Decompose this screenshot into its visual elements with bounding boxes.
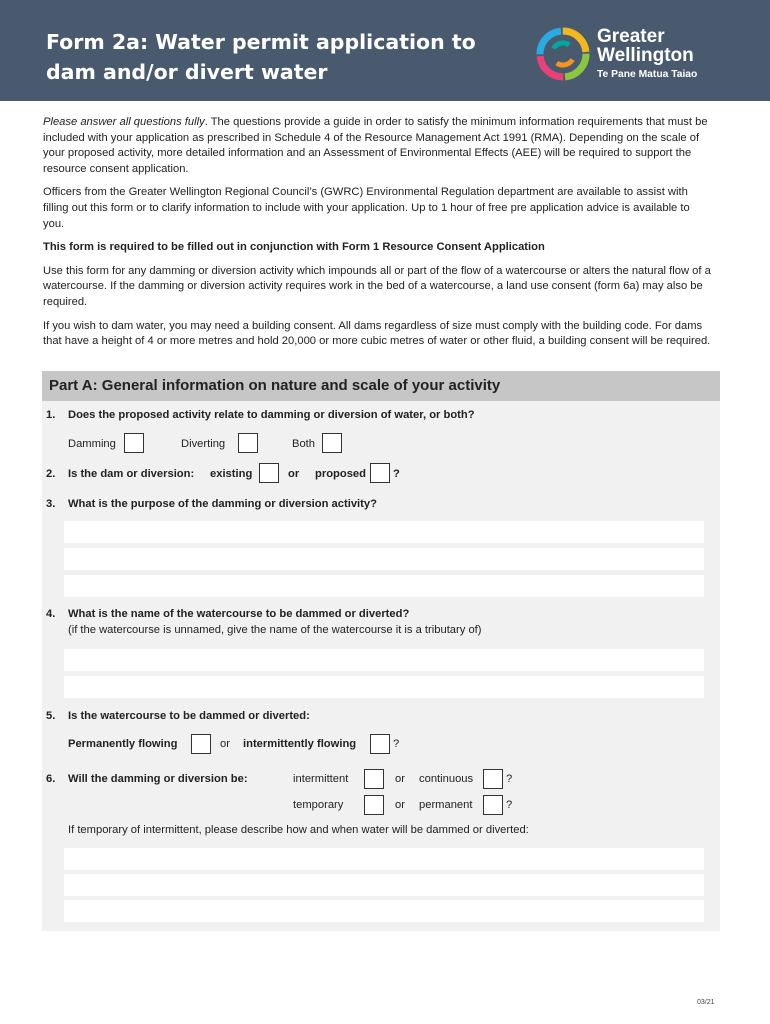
q1-damming-label: Damming: [68, 438, 116, 450]
form-title: [46, 27, 506, 87]
q5-permanent-label: Permanently flowing: [68, 738, 178, 750]
q1-damming-checkbox[interactable]: [124, 433, 144, 453]
q3-answer-line-2[interactable]: [64, 548, 704, 570]
intro-requirement-note: This form is required to be filled out in conjunction with Form 1 Resource Consent Application: [43, 241, 545, 254]
intro-paragraph-5: If you wish to dam water, you may need a building consent. All dams regardless of size must comply with the building code. For dams that have a height of 4 or more metres and hold 20,000 or more cubic metres of water or other fluid, a building consent will be required.: [43, 319, 711, 348]
logo-name: [597, 27, 694, 65]
q4-answer-line-1[interactable]: [64, 649, 704, 671]
logo-name-line-1: Greater: [597, 26, 665, 47]
intro-paragraph-4: Use this form for any damming or diversion activity which impounds all or part of the flow of a watercourse or alters the natural flow of a watercourse. If the damming or diversion activity requires work in the bed of a watercourse, a land use consent (form 6a) may also be required.: [43, 264, 711, 308]
intro-paragraph-2: Officers from the Greater Wellington Regional Council’s (GWRC) Environmental Regulation department are available to assist with filling out this form or to clarify information to include with your application. Up to 1 hour of free pre application advice is available to you.: [43, 186, 690, 230]
q3-number: 3.: [46, 498, 56, 510]
q5-or: or: [220, 738, 230, 750]
q2-number: 2.: [46, 468, 56, 480]
q6-permanent-checkbox[interactable]: [483, 795, 503, 815]
logo-subtitle: Te Pane Matua Taiao: [597, 69, 698, 80]
q1-number: 1.: [46, 409, 56, 421]
q2-existing-label: existing: [210, 468, 253, 480]
q5-text: Is the watercourse to be dammed or diverted:: [68, 710, 310, 722]
q6-answer-line-2[interactable]: [64, 874, 704, 896]
q6-answer-line-3[interactable]: [64, 900, 704, 922]
q1-both-checkbox[interactable]: [322, 433, 342, 453]
q2-existing-checkbox[interactable]: [259, 463, 279, 483]
intro-emphasis: Please answer all questions fully: [43, 116, 205, 128]
q3-answer-line-3[interactable]: [64, 575, 704, 597]
q6-followup: If temporary of intermittent, please describe how and when water will be dammed or diverted:: [68, 824, 529, 836]
q6-text: Will the damming or diversion be:: [68, 773, 248, 785]
q5-intermittent-checkbox[interactable]: [370, 734, 390, 754]
q6-number: 6.: [46, 773, 56, 785]
q2-or: or: [288, 468, 300, 480]
logo-name-line-2: Wellington: [597, 45, 694, 66]
page-header: [0, 0, 770, 101]
q4-subtext: (if the watercourse is unnamed, give the name of the watercourse it is a tributary of): [68, 624, 482, 636]
q1-diverting-label: Diverting: [181, 438, 226, 450]
q5-number: 5.: [46, 710, 56, 722]
part-a-section: [42, 371, 720, 931]
logo-swirl-icon: [536, 27, 590, 81]
part-a-title: Part A: General information on nature and scale of your activity: [49, 377, 501, 394]
q4-text: What is the name of the watercourse to be dammed or diverted?: [68, 608, 410, 620]
q4-answer-line-2[interactable]: [64, 676, 704, 698]
q6-temporary-checkbox[interactable]: [364, 795, 384, 815]
q5-permanent-checkbox[interactable]: [191, 734, 211, 754]
q6-or-2: or: [395, 799, 405, 811]
q5-intermittent-label: intermittently flowing: [243, 738, 357, 750]
q2-proposed-checkbox[interactable]: [370, 463, 390, 483]
intro-paragraph-1: [43, 115, 713, 177]
q2-question-mark: ?: [393, 468, 400, 480]
intro-section: [43, 115, 713, 358]
q3-answer-line-1[interactable]: [64, 521, 704, 543]
greater-wellington-logo: [536, 27, 726, 83]
q6-answer-line-1[interactable]: [64, 848, 704, 870]
q1-diverting-checkbox[interactable]: [238, 433, 258, 453]
title-line-1: Form 2a: Water permit application to: [46, 30, 476, 54]
q6-question-mark-1: ?: [506, 773, 513, 785]
q2-proposed-label: proposed: [315, 468, 366, 480]
q6-intermittent-label: intermittent: [293, 773, 349, 785]
q1-text: Does the proposed activity relate to damming or diversion of water, or both?: [68, 409, 475, 421]
q2-text: Is the dam or diversion:: [68, 468, 195, 480]
q6-or-1: or: [395, 773, 405, 785]
q6-intermittent-checkbox[interactable]: [364, 769, 384, 789]
q6-continuous-label: continuous: [419, 773, 474, 785]
q6-permanent-label: permanent: [419, 799, 473, 811]
q1-both-label: Both: [292, 438, 316, 450]
q4-number: 4.: [46, 608, 56, 620]
q5-question-mark: ?: [393, 738, 400, 750]
title-line-2: dam and/or divert water: [46, 60, 328, 84]
intro-paragraph-1-text: . The questions provide a guide in order to satisfy the minimum information requirements that must be included with your application as prescribed in Schedule 4 of the Resource Management Act 1991 (RMA). Depending on the scale of your proposed activity, more detailed information and an Assessment of Environmental Effects (AEE) will be required to support the resource consent application.: [43, 116, 708, 175]
form-code: 03/21: [697, 999, 715, 1006]
q3-text: What is the purpose of the damming or diversion activity?: [68, 498, 377, 510]
q6-question-mark-2: ?: [506, 799, 513, 811]
q6-continuous-checkbox[interactable]: [483, 769, 503, 789]
part-a-header: [42, 371, 720, 401]
q6-temporary-label: temporary: [293, 799, 344, 811]
